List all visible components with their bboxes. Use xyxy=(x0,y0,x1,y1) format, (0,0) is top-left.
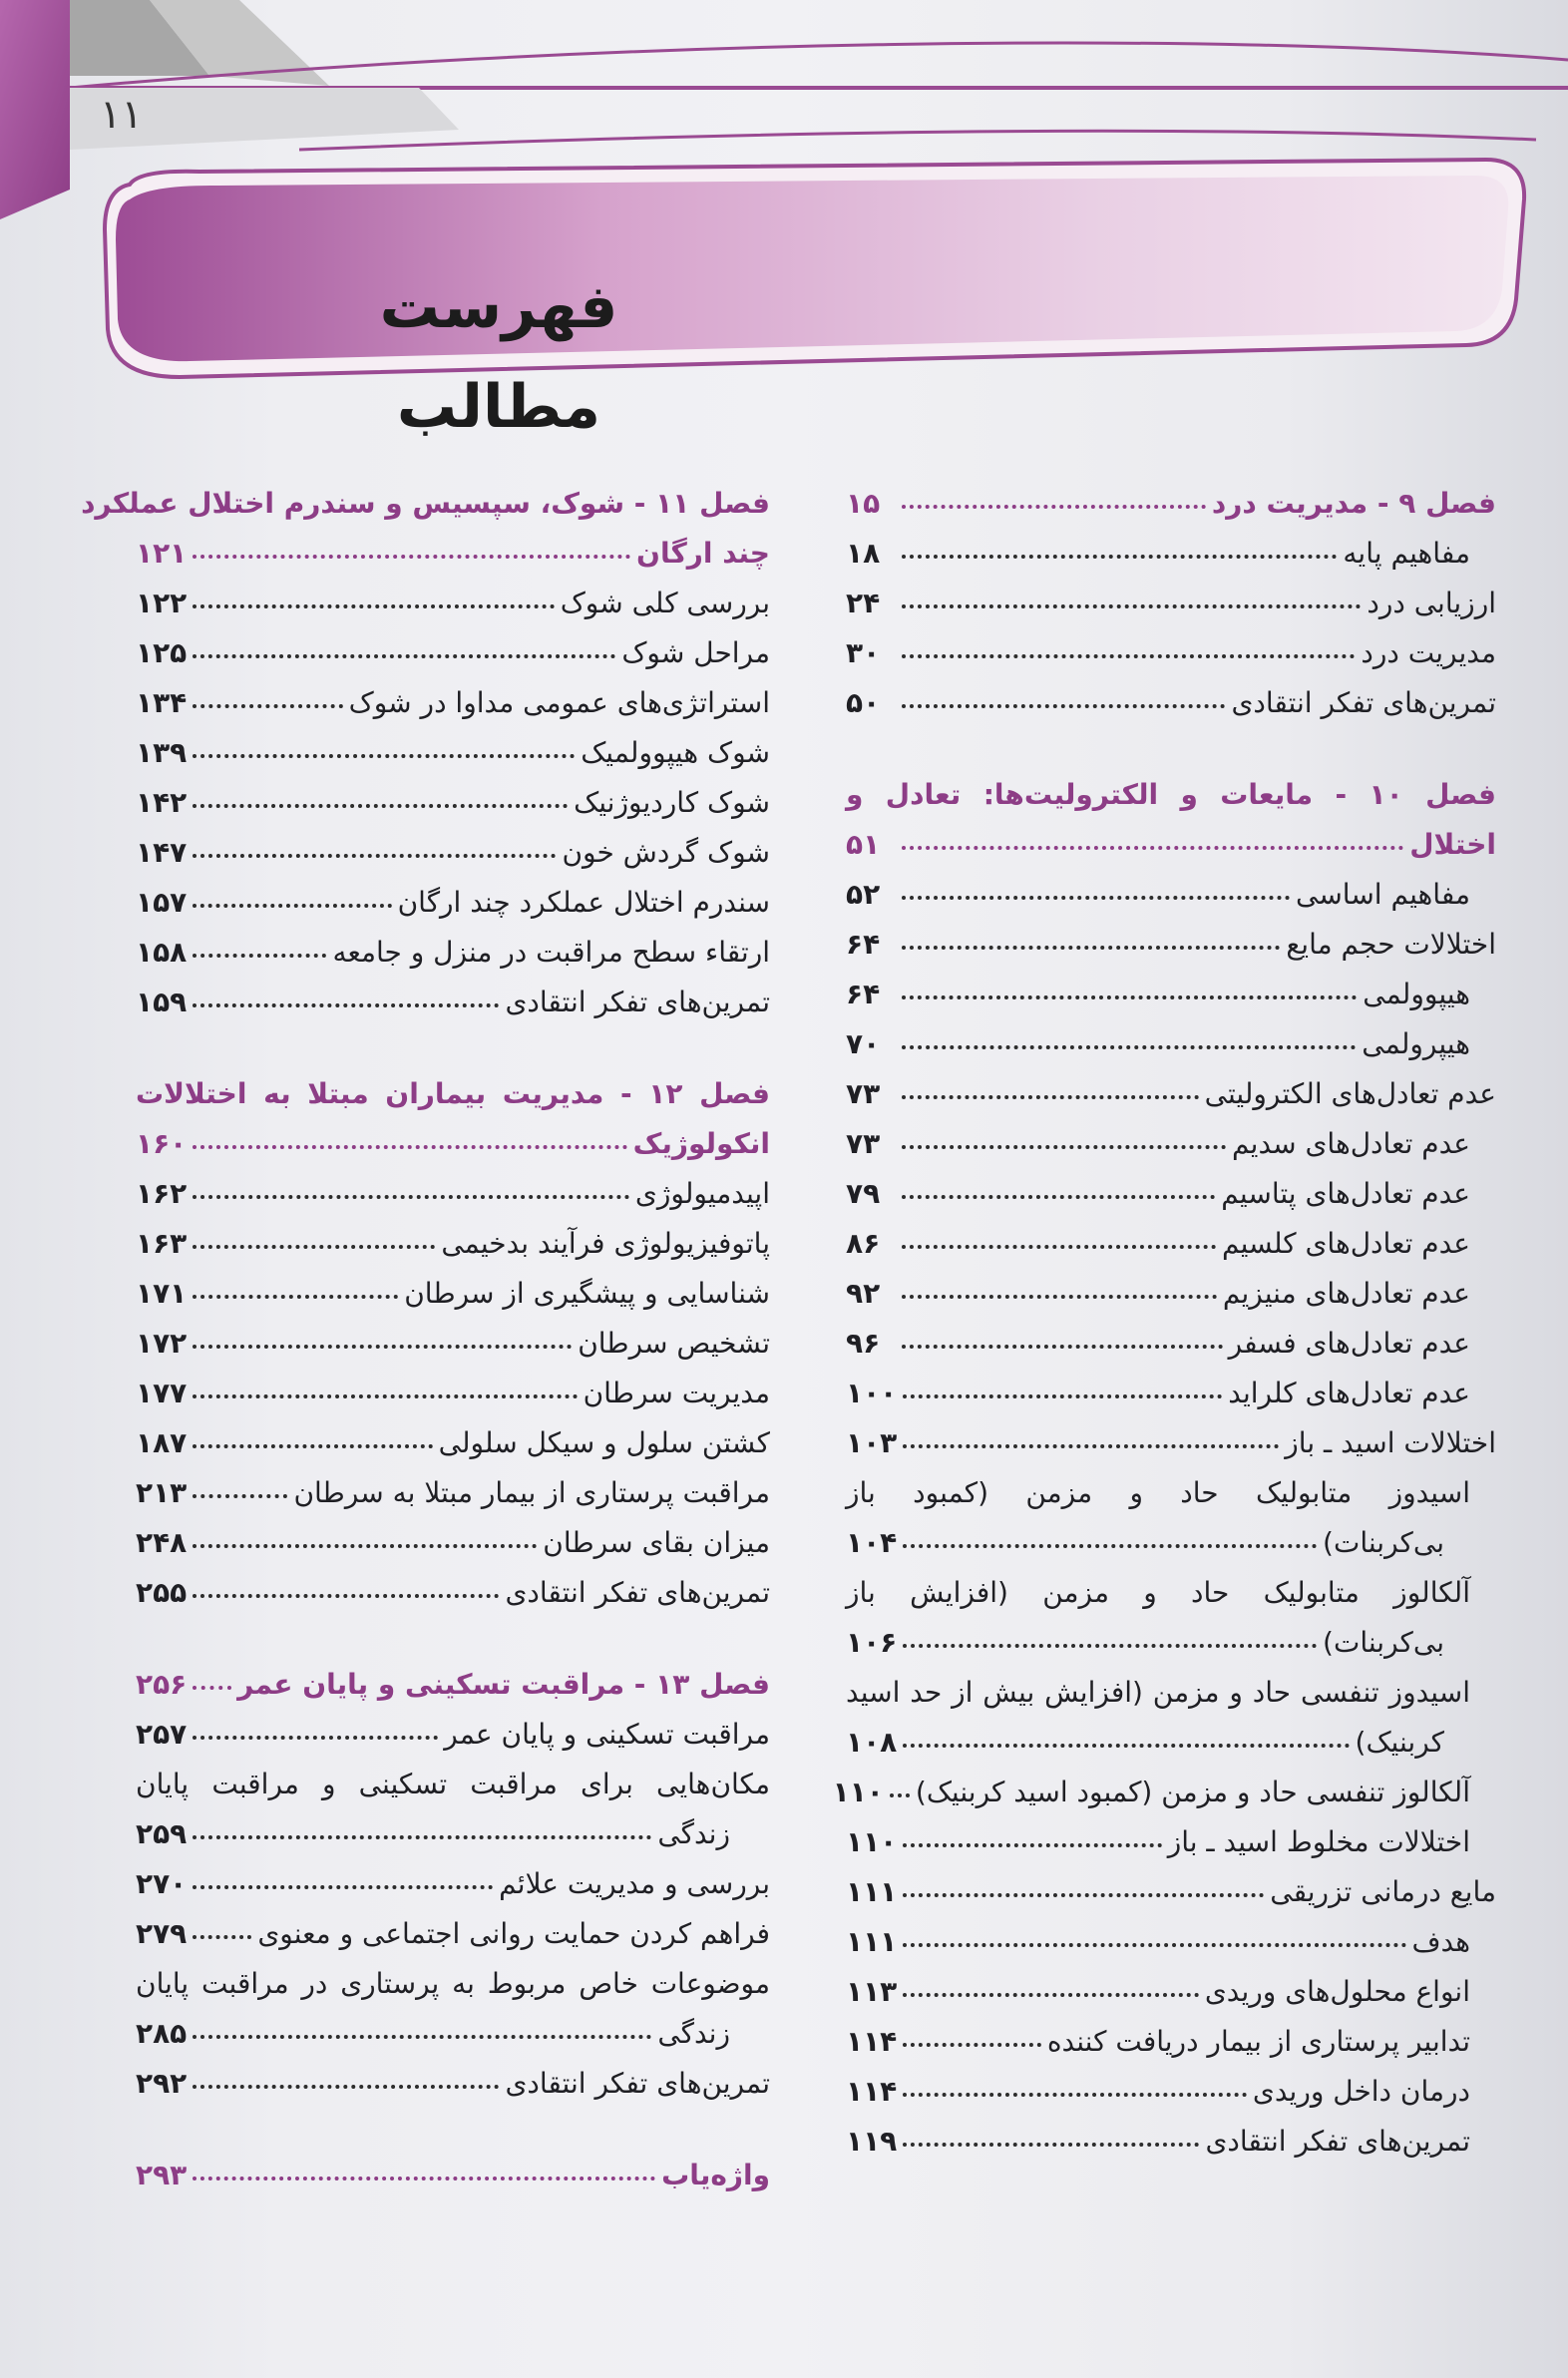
toc-chapter-12 xyxy=(136,1069,770,1618)
chapter-title-line1[interactable]: فصل ۱۲ - مدیریت بیماران مبتلا به اختلالات xyxy=(136,1077,771,1110)
dot-leader xyxy=(903,1387,1222,1398)
toc-entry[interactable] xyxy=(846,1518,1496,1568)
toc-entry[interactable] xyxy=(846,1618,1496,1668)
page-ref: ۱۱۴ xyxy=(846,2075,898,2108)
toc-entry[interactable] xyxy=(136,579,770,628)
entry-text: مایع درمانی تزریقی xyxy=(1270,1875,1496,1908)
page-ref: ۱۰۶ xyxy=(846,1626,898,1659)
dot-leader xyxy=(193,1137,626,1149)
toc-entry[interactable] xyxy=(136,1219,770,1269)
entry-text: کشتن سلول و سیکل سلولی xyxy=(438,1426,770,1459)
dot-leader xyxy=(193,746,575,758)
toc-entry[interactable] xyxy=(846,1069,1496,1119)
entry-text: تدابیر پرستاری از بیمار دریافت کننده xyxy=(1046,2025,1470,2058)
page-ref: ۱۱۰ xyxy=(846,1825,898,1858)
toc-entry[interactable] xyxy=(136,878,770,928)
page-number: ۱۱ xyxy=(100,92,143,138)
toc-entry[interactable] xyxy=(846,1019,1496,1069)
page-ref: ۱۷۲ xyxy=(136,1327,188,1360)
page-ref: ۹۲ xyxy=(846,1277,881,1310)
dot-leader xyxy=(193,596,554,608)
page-ref: ۱۱۹ xyxy=(846,2125,898,2158)
toc-index-entry[interactable] xyxy=(136,2151,770,2200)
dot-leader xyxy=(903,1436,1279,1448)
toc-entry[interactable] xyxy=(136,828,770,878)
dot-leader xyxy=(193,2169,655,2180)
entry-text: تمرین‌های تفکر انتقادی xyxy=(505,1576,770,1609)
dot-leader xyxy=(193,1237,435,1249)
dot-leader xyxy=(890,1785,910,1797)
page-ref: ۵۱ xyxy=(846,828,881,861)
page-ref: ۱۲۵ xyxy=(136,636,188,669)
dot-leader xyxy=(193,1586,499,1598)
page-ref: ۱۲۱ xyxy=(136,537,188,570)
page-ref: ۹۶ xyxy=(846,1327,881,1360)
toc-entry[interactable] xyxy=(136,2009,770,2059)
toc-entry[interactable] xyxy=(136,678,770,728)
entry-text: عدم تعادل‌های الکترولیتی xyxy=(1204,1077,1496,1110)
page-ref: ۲۵۶ xyxy=(136,1668,188,1701)
page-ref: ۱۶۰ xyxy=(136,1127,188,1160)
entry-text: سندرم اختلال عملکرد چند ارگان xyxy=(397,886,770,919)
toc-entry[interactable] xyxy=(136,928,770,978)
chapter-title-text: چند ارگان xyxy=(636,537,770,570)
dot-leader xyxy=(193,1486,287,1498)
page-ref: ۵۲ xyxy=(846,878,881,911)
entry-text: آلکالوز تنفسی حاد و مزمن (کمبود اسید کربنیک) xyxy=(915,1776,1470,1808)
dot-leader xyxy=(903,1935,1405,1947)
toc-entry-line1[interactable]: اسیدوز متابولیک حاد و مزمن (کمبود باز xyxy=(846,1476,1470,1509)
page-ref: ۱۵۹ xyxy=(136,986,188,1018)
page-ref: ۱۶۲ xyxy=(136,1177,188,1210)
chapter-title-text: اختلال xyxy=(1409,828,1496,861)
page-ref: ۲۷۹ xyxy=(136,1917,188,1950)
page-ref: ۷۹ xyxy=(846,1177,881,1210)
toc-entry[interactable] xyxy=(846,628,1496,678)
page-ref: ۱۴۲ xyxy=(136,786,188,819)
page-ref: ۱۲۲ xyxy=(136,587,188,619)
dot-leader xyxy=(193,1287,398,1299)
dot-leader xyxy=(903,1835,1161,1847)
dot-leader xyxy=(193,946,326,958)
dot-leader xyxy=(193,846,556,858)
page-ref: ۱۴۷ xyxy=(136,836,188,869)
toc-entry[interactable] xyxy=(846,2067,1496,2117)
toc-chapter-title[interactable] xyxy=(136,529,770,579)
dot-leader xyxy=(902,596,1361,608)
dot-leader xyxy=(903,1985,1199,1997)
page-title: فهرست مطالب xyxy=(379,272,618,442)
dot-leader xyxy=(193,2027,651,2039)
toc-column-left xyxy=(81,479,771,2200)
toc-entry[interactable] xyxy=(136,628,770,678)
toc-chapter-9 xyxy=(846,479,1496,728)
page-ref: ۲۵۹ xyxy=(136,1817,188,1850)
toc-entry[interactable] xyxy=(136,1319,770,1369)
toc-entry[interactable] xyxy=(832,1768,1496,1817)
toc-chapter-13 xyxy=(136,1660,770,2109)
entry-text: مدیریت درد xyxy=(1361,636,1496,669)
toc-entry[interactable] xyxy=(846,870,1496,920)
page-ref: ۱۱۴ xyxy=(846,2025,898,2058)
toc-entry[interactable] xyxy=(846,1867,1496,1917)
dot-leader xyxy=(903,1636,1317,1648)
dot-leader xyxy=(902,1187,1215,1199)
page-ref: ۲۵۵ xyxy=(136,1576,188,1609)
dot-leader xyxy=(902,1037,1356,1049)
entry-text: تمرین‌های تفکر انتقادی xyxy=(505,2067,770,2100)
entry-text: عدم تعادل‌های منیزیم xyxy=(1222,1277,1470,1310)
toc-chapter-11 xyxy=(81,479,770,1027)
dot-leader xyxy=(193,1728,438,1740)
dot-leader xyxy=(903,2085,1247,2097)
page-ref: ۶۴ xyxy=(846,978,881,1010)
dot-leader xyxy=(193,2077,499,2089)
toc-entry[interactable] xyxy=(846,1369,1496,1418)
dot-leader xyxy=(193,1678,231,1690)
entry-text: عدم تعادل‌های سدیم xyxy=(1232,1127,1470,1160)
entry-text: تمرین‌های تفکر انتقادی xyxy=(1205,2125,1470,2158)
entry-text: عدم تعادل‌های کلسیم xyxy=(1221,1227,1470,1260)
page-ref: ۸۶ xyxy=(846,1227,881,1260)
entry-text: درمان داخل وریدی xyxy=(1252,2075,1470,2108)
dot-leader xyxy=(902,547,1337,559)
page-ref: ۱۵۷ xyxy=(136,886,188,919)
dot-leader xyxy=(902,1137,1226,1149)
entry-text: اختلالات مخلوط اسید ـ باز xyxy=(1167,1825,1470,1858)
toc-entry[interactable] xyxy=(846,2017,1496,2067)
dot-leader xyxy=(902,1337,1223,1349)
entry-text: تشخیص سرطان xyxy=(578,1327,770,1360)
toc-chapter-title[interactable] xyxy=(846,820,1496,870)
toc-entry-line1[interactable]: آلکالوز متابولیک حاد و مزمن (افزایش باز xyxy=(846,1576,1470,1609)
page-ref: ۲۴۸ xyxy=(136,1526,188,1559)
page-ref: ۲۹۳ xyxy=(136,2159,188,2191)
entry-text: شوک گردش خون xyxy=(562,836,770,869)
entry-text: عدم تعادل‌های پتاسیم xyxy=(1221,1177,1470,1210)
page-ref: ۲۵۷ xyxy=(136,1718,188,1751)
page-ref: ۱۳۹ xyxy=(136,736,188,769)
page-ref: ۵۰ xyxy=(846,686,881,719)
toc-entry[interactable] xyxy=(136,1710,770,1760)
entry-text: مراقبت تسکینی و پایان عمر xyxy=(444,1718,770,1751)
dot-leader xyxy=(902,838,1403,850)
page-ref: ۱۱۱ xyxy=(846,1875,898,1908)
toc-entry[interactable] xyxy=(136,2059,770,2109)
page-ref: ۱۰۳ xyxy=(846,1426,898,1459)
toc-column-right xyxy=(832,479,1497,2167)
toc-entry[interactable] xyxy=(136,1418,770,1468)
page-ref: ۲۴ xyxy=(846,587,881,619)
page-ref: ۱۱۳ xyxy=(846,1975,898,2008)
entry-text: عدم تعادل‌های کلراید xyxy=(1228,1377,1470,1409)
entry-text: کربنیک) xyxy=(1355,1726,1444,1759)
page-ref: ۱۱۱ xyxy=(846,1925,898,1958)
toc-entry[interactable] xyxy=(136,1809,770,1859)
page-ref: ۷۰ xyxy=(846,1027,881,1060)
toc-chapter-title[interactable] xyxy=(136,1119,770,1169)
dot-leader xyxy=(193,696,342,708)
toc-entry[interactable] xyxy=(846,579,1496,628)
entry-text: انواع محلول‌های وریدی xyxy=(1204,1975,1470,2008)
toc-entry[interactable] xyxy=(136,978,770,1027)
entry-text: مدیریت سرطان xyxy=(583,1377,770,1409)
entry-text: زندگی xyxy=(657,1817,730,1850)
page-ref: ۱۷۷ xyxy=(136,1377,188,1409)
toc-entry[interactable] xyxy=(136,1269,770,1319)
entry-text: هیپوولمی xyxy=(1363,978,1470,1010)
chapter-title-text: انکولوژیک xyxy=(632,1127,770,1160)
toc-entry[interactable] xyxy=(136,728,770,778)
page-ref: ۶۴ xyxy=(846,928,881,961)
toc-entry[interactable] xyxy=(846,1319,1496,1369)
entry-text: ارزیابی درد xyxy=(1367,587,1496,619)
page-ref: ۱۰۴ xyxy=(846,1526,898,1559)
entry-text: فراهم کردن حمایت روانی اجتماعی و معنوی xyxy=(257,1917,770,1950)
chapter-title-text: فصل ۹ - مدیریت درد xyxy=(1211,487,1496,520)
entry-text: شوک هیپوولمیک xyxy=(581,736,770,769)
dot-leader xyxy=(903,1885,1264,1897)
dot-leader xyxy=(903,2035,1041,2047)
dot-leader xyxy=(193,646,615,658)
entry-text: اختلالات اسید ـ باز xyxy=(1285,1426,1496,1459)
toc-entry[interactable] xyxy=(136,1568,770,1618)
dot-leader xyxy=(193,1536,537,1548)
toc-entry[interactable] xyxy=(136,1859,770,1909)
entry-text: تمرین‌های تفکر انتقادی xyxy=(1231,686,1496,719)
toc-entry[interactable] xyxy=(846,1169,1496,1219)
dot-leader xyxy=(193,1927,251,1939)
toc-entry-line1[interactable]: موضوعات خاص مربوط به پرستاری در مراقبت پایان xyxy=(136,1967,770,2000)
page-ref: ۱۸۷ xyxy=(136,1426,188,1459)
entry-text: بی‌کربنات) xyxy=(1323,1526,1444,1559)
page-ref: ۳۰ xyxy=(846,636,881,669)
dot-leader xyxy=(902,1237,1216,1249)
toc-entry-line1[interactable]: مکان‌هایی برای مراقبت تسکینی و مراقبت پایان xyxy=(136,1768,770,1800)
toc-entry-line1[interactable]: اسیدوز تنفسی حاد و مزمن (افزایش بیش از حد اسید xyxy=(846,1676,1470,1709)
dot-leader xyxy=(902,646,1355,658)
page-ref: ۱۰۰ xyxy=(846,1377,898,1409)
toc-entry[interactable] xyxy=(136,778,770,828)
dot-leader xyxy=(193,1436,432,1448)
dot-leader xyxy=(902,497,1206,509)
dot-leader xyxy=(193,1877,493,1889)
toc-entry[interactable] xyxy=(846,2117,1496,2167)
dot-leader xyxy=(902,1087,1199,1099)
dot-leader xyxy=(903,1736,1349,1748)
dot-leader xyxy=(193,1387,577,1398)
page-ref: ۱۶۳ xyxy=(136,1227,188,1260)
entry-text: مراقبت پرستاری از بیمار مبتلا به سرطان xyxy=(293,1476,770,1509)
entry-text: هیپرولمی xyxy=(1362,1027,1470,1060)
index-title: واژه‌یاب xyxy=(661,2159,770,2191)
toc-chapter-10 xyxy=(832,770,1497,2167)
toc-entry[interactable] xyxy=(136,1468,770,1518)
dot-leader xyxy=(193,1187,629,1199)
toc-entry[interactable] xyxy=(846,970,1496,1019)
toc-entry[interactable] xyxy=(846,1119,1496,1169)
entry-text: بی‌کربنات) xyxy=(1323,1626,1444,1659)
entry-text: شناسایی و پیشگیری از سرطان xyxy=(404,1277,770,1310)
dot-leader xyxy=(193,796,568,808)
toc-entry[interactable] xyxy=(846,1917,1496,1967)
chapter-title-text: فصل ۱۳ - مراقبت تسکینی و پایان عمر xyxy=(237,1668,770,1701)
header-banner-art xyxy=(0,0,1568,442)
page-ref: ۱۰۸ xyxy=(846,1726,898,1759)
toc-entry[interactable] xyxy=(846,1718,1496,1768)
dot-leader xyxy=(902,1287,1217,1299)
dot-leader xyxy=(903,2135,1199,2147)
chapter-title-line1[interactable]: فصل ۱۱ - شوک، سپسیس و سندرم اختلال عملکرد xyxy=(81,487,770,520)
dot-leader xyxy=(902,988,1357,999)
entry-text: عدم تعادل‌های فسفر xyxy=(1228,1327,1470,1360)
entry-text: اپیدمیولوژی xyxy=(634,1177,770,1210)
toc-entry[interactable] xyxy=(136,1369,770,1418)
dot-leader xyxy=(902,938,1280,950)
chapter-title-line1[interactable]: فصل ۱۰ - مایعات و الکترولیت‌ها: تعادل و xyxy=(846,778,1497,811)
entry-text: تمرین‌های تفکر انتقادی xyxy=(505,986,770,1018)
dot-leader xyxy=(903,1536,1317,1548)
page-ref: ۱۵ xyxy=(846,487,881,520)
entry-text: زندگی xyxy=(657,2017,730,2050)
toc-entry[interactable] xyxy=(136,1909,770,1959)
entry-text: استراتژی‌های عمومی مداوا در شوک xyxy=(348,686,770,719)
page-ref: ۱۱۰ xyxy=(832,1776,884,1808)
entry-text: اختلالات حجم مایع xyxy=(1286,928,1496,961)
page-ref: ۱۵۸ xyxy=(136,936,188,969)
toc-index xyxy=(136,2151,770,2200)
toc-entry[interactable] xyxy=(846,1269,1496,1319)
page-ref: ۲۱۳ xyxy=(136,1476,188,1509)
entry-text: مفاهیم اساسی xyxy=(1295,878,1470,911)
dot-leader xyxy=(902,696,1225,708)
page-ref: ۲۷۰ xyxy=(136,1867,188,1900)
toc-entry[interactable] xyxy=(846,1418,1496,1468)
entry-text: بررسی کلی شوک xyxy=(560,587,770,619)
entry-text: شوک کاردیوژنیک xyxy=(574,786,770,819)
page-ref: ۷۳ xyxy=(846,1077,881,1110)
toc-entry[interactable] xyxy=(846,1817,1496,1867)
toc-entry[interactable] xyxy=(846,920,1496,970)
entry-text: ارتقاء سطح مراقبت در منزل و جامعه xyxy=(332,936,770,969)
page-ref: ۱۸ xyxy=(846,537,881,570)
page-ref: ۱۷۱ xyxy=(136,1277,188,1310)
page-ref: ۷۳ xyxy=(846,1127,881,1160)
entry-text: میزان بقای سرطان xyxy=(543,1526,770,1559)
toc-entry[interactable] xyxy=(846,1967,1496,2017)
page-ref: ۲۹۲ xyxy=(136,2067,188,2100)
toc-entry[interactable] xyxy=(136,1518,770,1568)
dot-leader xyxy=(193,995,499,1007)
toc-chapter-title[interactable] xyxy=(846,479,1496,529)
entry-text: هدف xyxy=(1411,1925,1470,1958)
dot-leader xyxy=(902,888,1290,900)
dot-leader xyxy=(193,1337,572,1349)
toc-entry[interactable] xyxy=(846,529,1496,579)
entry-text: بررسی و مدیریت علائم xyxy=(499,1867,770,1900)
dot-leader xyxy=(193,547,630,559)
toc-entry[interactable] xyxy=(846,1219,1496,1269)
entry-text: پاتوفیزیولوژی فرآیند بدخیمی xyxy=(441,1227,770,1260)
entry-text: مفاهیم پایه xyxy=(1343,537,1470,570)
dot-leader xyxy=(193,896,391,908)
dot-leader xyxy=(193,1827,651,1839)
entry-text: مراحل شوک xyxy=(621,636,770,669)
page-ref: ۱۳۴ xyxy=(136,686,188,719)
toc-chapter-title[interactable] xyxy=(136,1660,770,1710)
toc-entry[interactable] xyxy=(846,678,1496,728)
page-ref: ۲۸۵ xyxy=(136,2017,188,2050)
toc-entry[interactable] xyxy=(136,1169,770,1219)
